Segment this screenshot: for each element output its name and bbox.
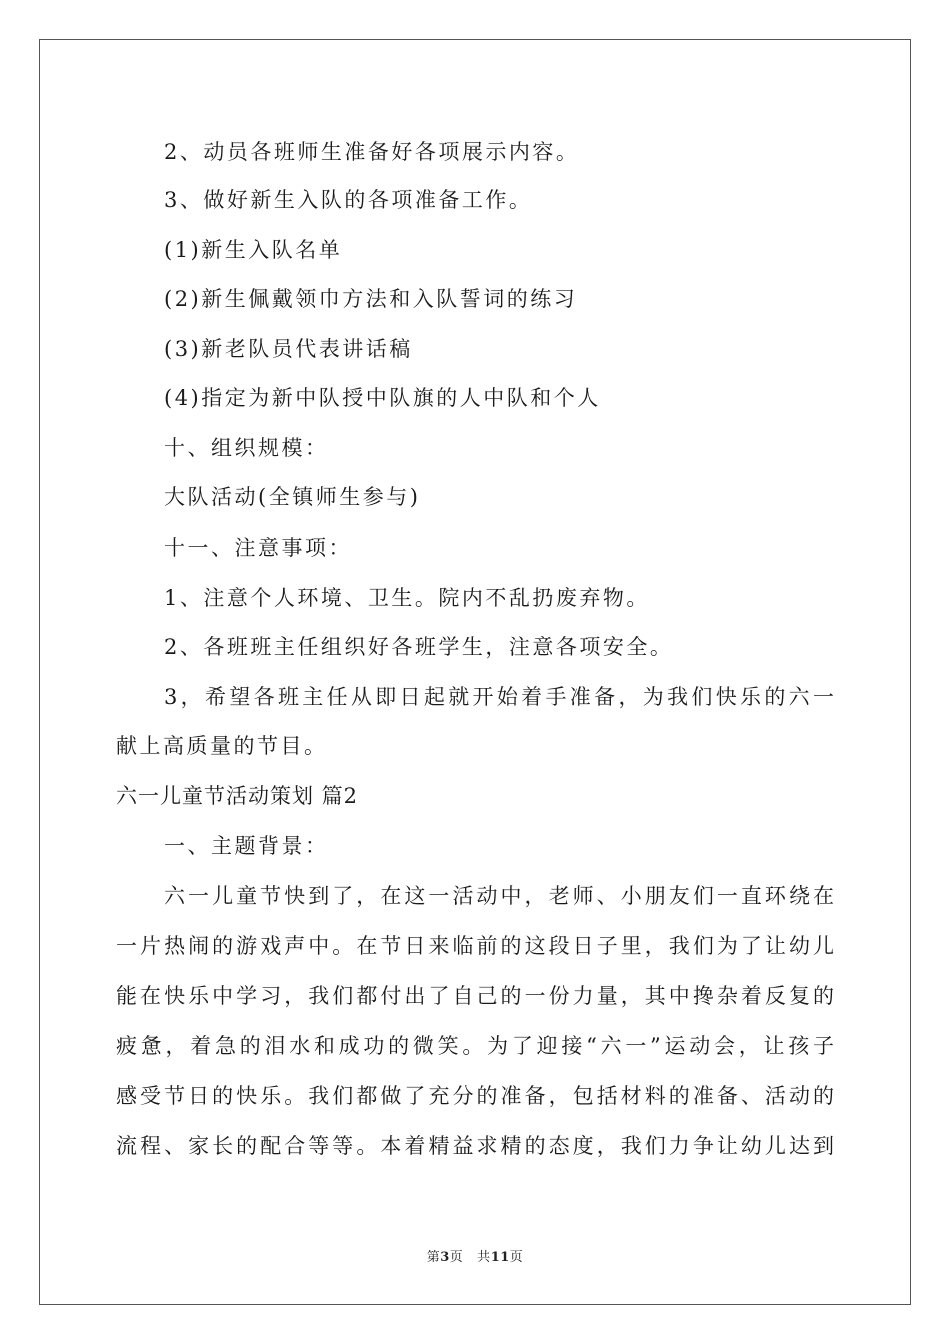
page-footer	[0, 1246, 950, 1265]
text-line: (4)指定为新中队授中队旗的人中队和个人	[164, 386, 601, 410]
text-line: 1、注意个人环境、卫生。院内不乱扔废弃物。	[164, 586, 650, 610]
text-line: 六一儿童节快到了，在这一活动中，老师、小朋友们一直环绕在	[164, 884, 834, 908]
text-line: 2、各班班主任组织好各班学生，注意各项安全。	[164, 635, 674, 659]
page-prefix: 第	[426, 1250, 441, 1265]
page-suffix: 页	[449, 1250, 464, 1265]
text-line: 能在快乐中学习，我们都付出了自己的一份力量，其中搀杂着反复的	[116, 984, 834, 1008]
section-heading: 十、组织规模：	[164, 436, 329, 460]
text-line: 献上高质量的节目。	[116, 734, 328, 758]
article-title: 六一儿童节活动策划 篇2	[116, 784, 359, 808]
text-line: (3)新老队员代表讲话稿	[164, 337, 413, 361]
text-line: 3，希望各班主任从即日起就开始着手准备，为我们快乐的六一	[164, 685, 834, 709]
section-heading: 一、主题背景：	[164, 834, 329, 858]
text-line: 疲惫，着急的泪水和成功的微笑。为了迎接“六一”运动会，让孩子	[116, 1034, 834, 1058]
text-line: 3、做好新生入队的各项准备工作。	[164, 188, 533, 212]
total-suffix: 页	[509, 1250, 524, 1265]
text-line: (2)新生佩戴领巾方法和入队誓词的练习	[164, 287, 578, 311]
total-pages: 11	[490, 1250, 510, 1265]
section-heading: 十一、注意事项：	[164, 536, 352, 560]
text-line: 一片热闹的游戏声中。在节日来临前的这段日子里，我们为了让幼儿	[116, 934, 834, 958]
text-line: 2、动员各班师生准备好各项展示内容。	[164, 140, 580, 164]
page-number: 3	[440, 1250, 450, 1265]
text-line: 感受节日的快乐。我们都做了充分的准备，包括材料的准备、活动的	[116, 1084, 834, 1108]
total-prefix: 共	[477, 1250, 491, 1265]
text-line: (1)新生入队名单	[164, 238, 343, 262]
page-border	[39, 39, 911, 1305]
text-line: 流程、家长的配合等等。本着精益求精的态度，我们力争让幼儿达到	[116, 1134, 834, 1158]
text-line: 大队活动(全镇师生参与)	[164, 485, 421, 509]
